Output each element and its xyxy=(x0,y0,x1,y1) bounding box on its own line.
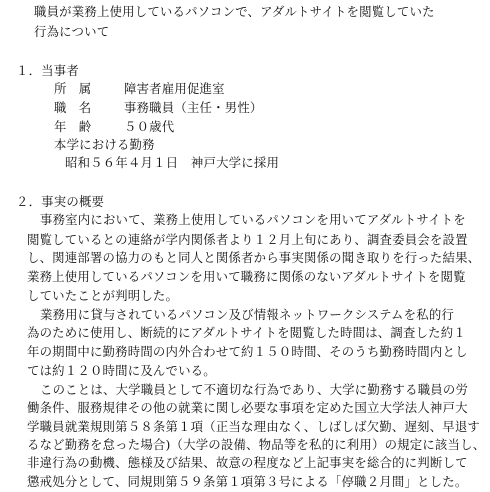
field-value-affiliation: 障害者雇用促進室 xyxy=(124,81,225,97)
paragraph-3-line-4: るなど勤務を怠った場合)（大学の設備、物品等を私的に利用）の規定に該当し、 xyxy=(27,437,486,453)
field-label-age: 年 齢 xyxy=(54,118,92,134)
paragraph-2-line-2: 為のために使用し、断続的にアダルトサイトを閲覧した時間は、調査した約１ xyxy=(27,325,466,341)
paragraph-1-line-5: していたことが判明した。 xyxy=(27,287,179,303)
paragraph-1-line-2: 閲覧しているとの連絡が学内関係者より１２月上旬にあり、調査委員会を設置 xyxy=(27,231,468,247)
field-label-position: 職 名 xyxy=(54,100,92,116)
field-value-position: 事務職員（主任・男性） xyxy=(124,100,263,116)
service-value: 昭和５６年４月１日 神戸大学に採用 xyxy=(65,155,280,171)
paragraph-1-line-4: 業務上使用しているパソコンを用いて職務に関係のないアダルトサイトを閲覧 xyxy=(27,269,466,285)
paragraph-3-line-1: このことは、大学職員として不適切な行為であり、大学に勤務する職員の労 xyxy=(40,382,469,398)
paragraph-1-line-1: 事務室内において、業務上使用しているパソコンを用いてアダルトサイトを xyxy=(40,212,466,228)
paragraph-2-line-3: 年の期間中に勤務時間の内外合わせて約１５０時間、そのうち勤務時間内とし xyxy=(27,344,468,360)
paragraph-3-line-3: 学職員就業規則第５８条第１項（正当な理由なく、しばしば欠勤、遅刻、早退す xyxy=(27,418,481,434)
document-title-line-2: 行為について xyxy=(34,24,110,40)
paragraph-3-line-2: 働条件、服務規律その他の就業に関し必要な事項を定めた国立大学法人神戸大 xyxy=(27,400,468,416)
paragraph-3-line-6: 懲戒処分として、同規則第５９条第１項第３号による「停職２月間」とした。 xyxy=(27,473,468,489)
section-1-heading: １．当事者 xyxy=(16,62,79,78)
service-label: 本学における勤務 xyxy=(54,137,155,153)
paragraph-3-line-5: 非違行為の動機、態様及び結果、故意の程度など上記事実を総合的に判断して xyxy=(27,455,468,471)
paragraph-2-line-1: 業務用に貸与されているパソコン及び情報ネットワークシステムを私的行 xyxy=(40,306,455,322)
section-2-heading: ２．事実の概要 xyxy=(16,193,105,209)
paragraph-2-line-4: ては約１２０時間に及んでいる。 xyxy=(27,362,216,378)
paragraph-1-line-3: し、関連部署の協力のもと同人と関係者から事実関係の聞き取りを行った結果、 xyxy=(27,249,481,265)
document-title-line-1: 職員が業務上使用しているパソコンで、アダルトサイトを閲覧していた xyxy=(34,3,435,19)
field-label-affiliation: 所 属 xyxy=(54,81,92,97)
field-value-age: ５０歳代 xyxy=(124,118,175,134)
